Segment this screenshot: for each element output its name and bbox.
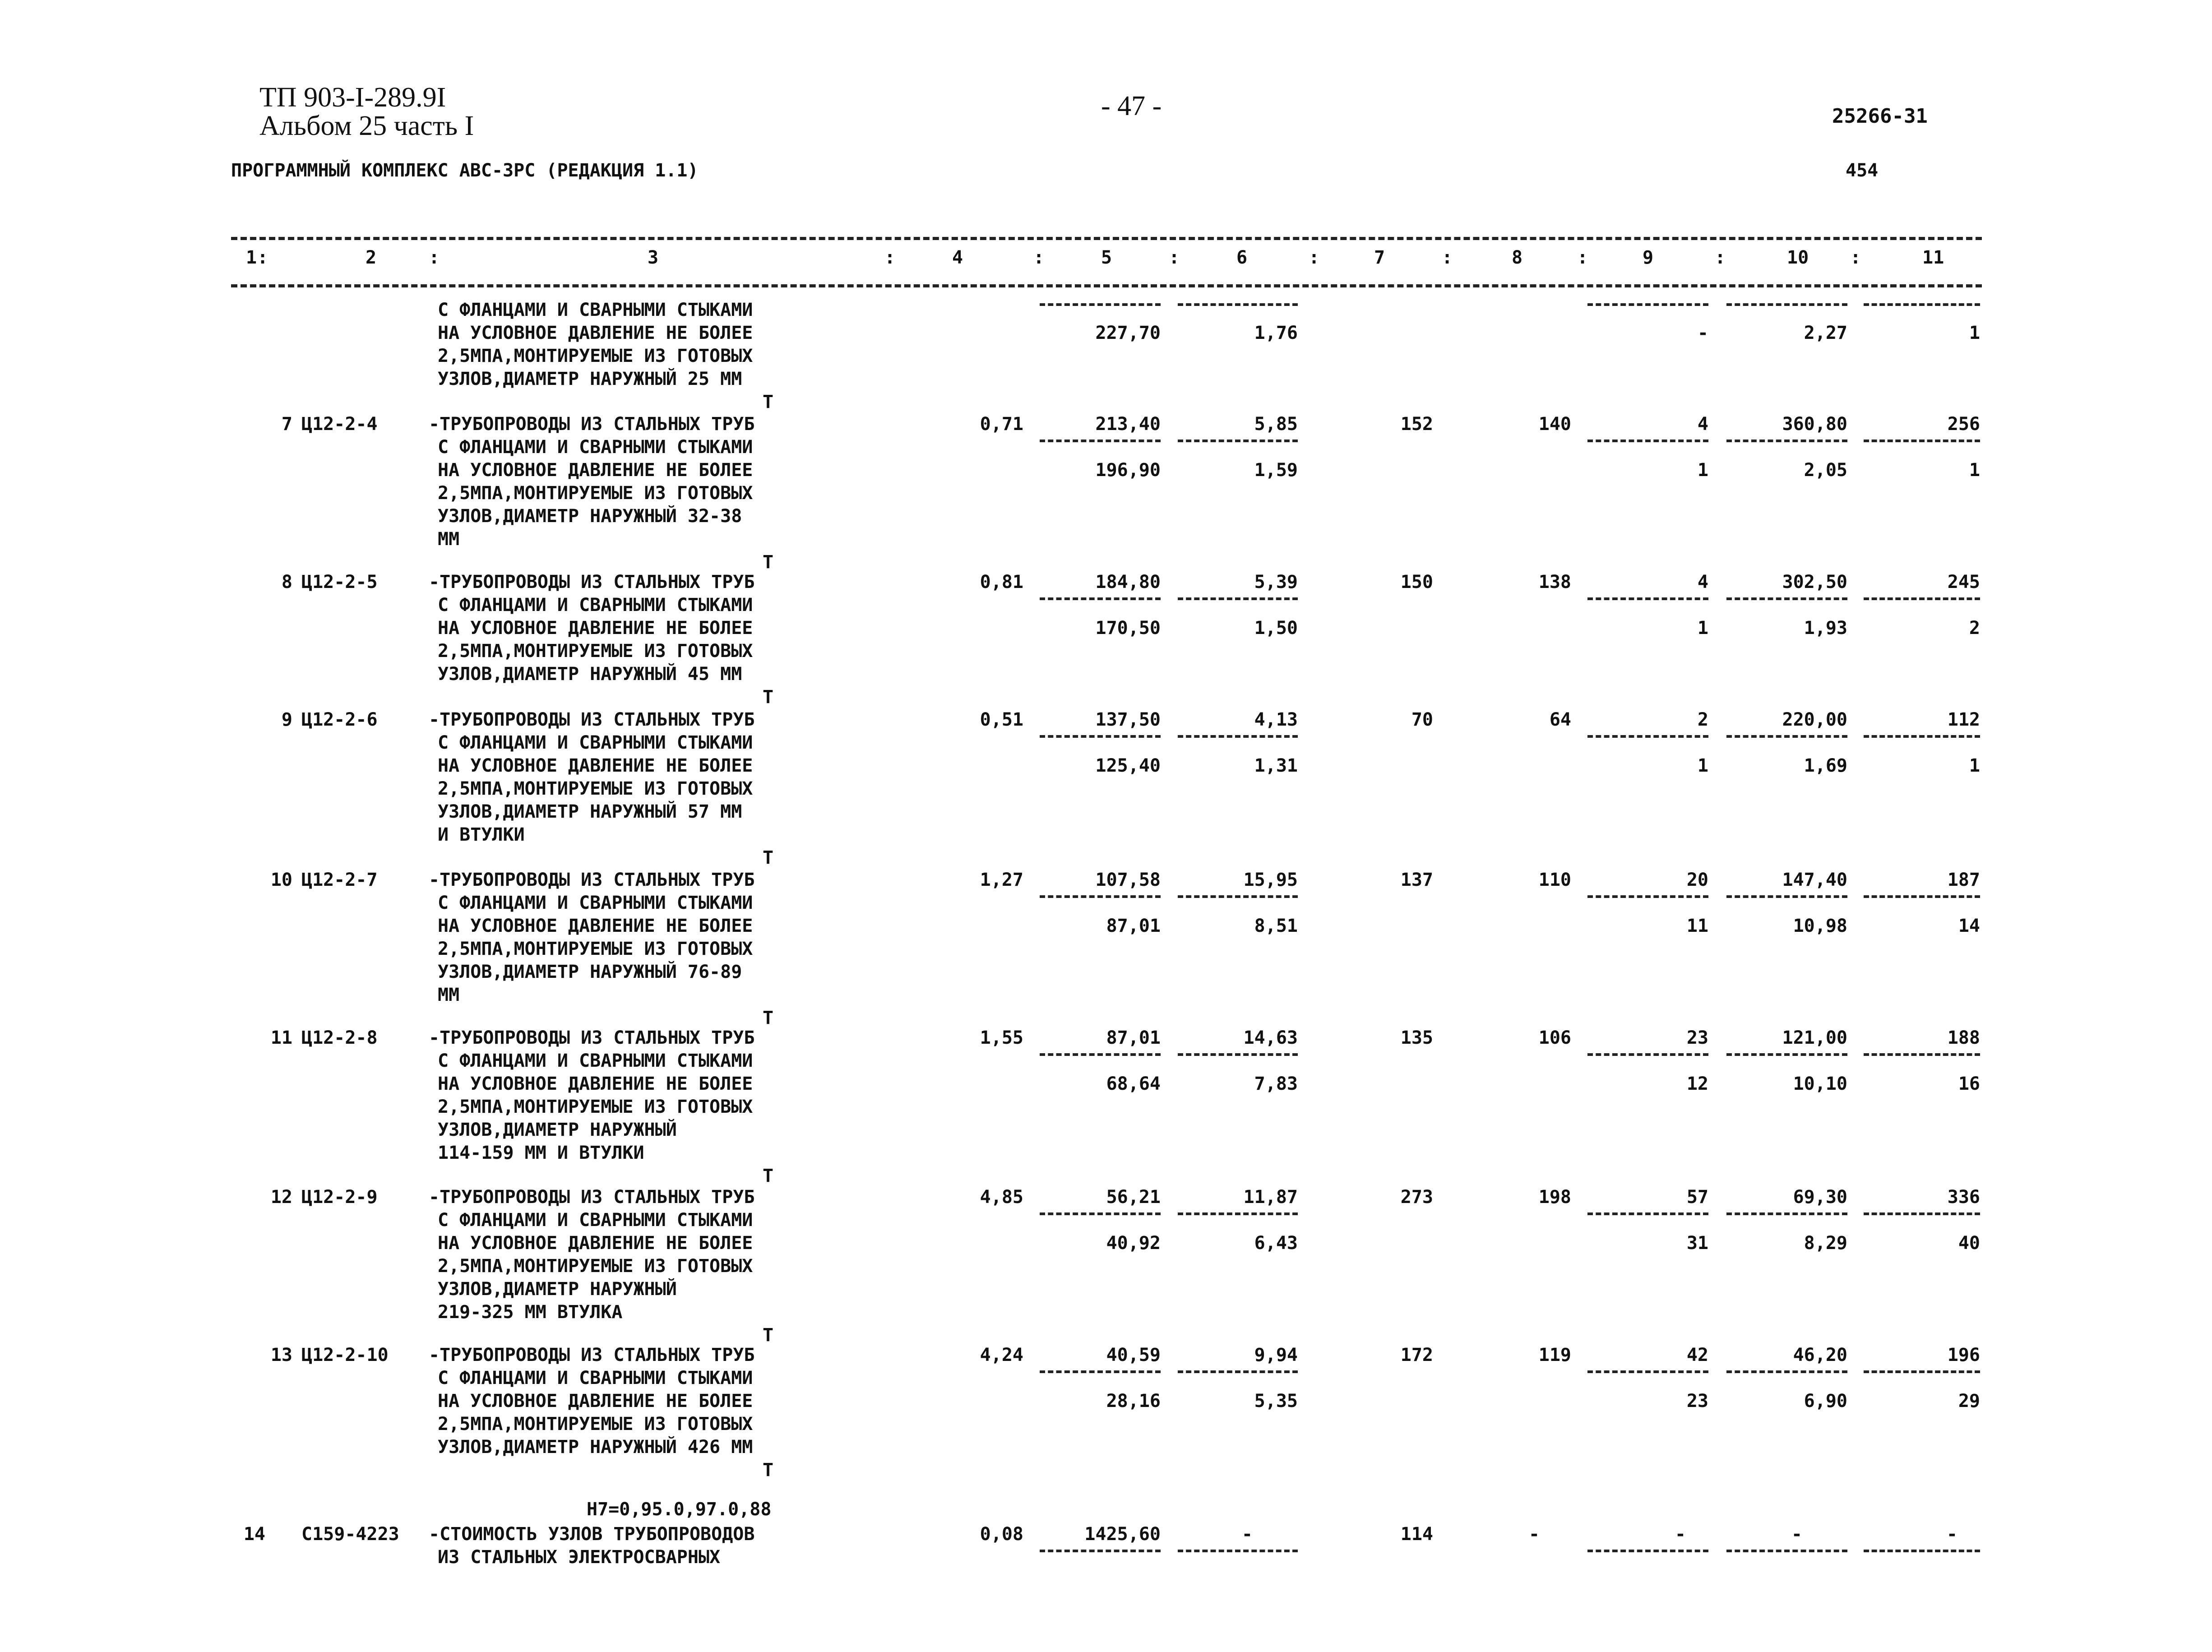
description-line: С ФЛАНЦАМИ И СВАРНЫМИ СТЫКАМИ <box>438 1050 753 1071</box>
cell-col8: 119 <box>1538 1345 1571 1365</box>
cell-col4: 0,51 <box>980 709 1023 730</box>
cell-col7: 152 <box>1400 414 1433 435</box>
cell-col5-lower: 87,01 <box>1106 916 1161 936</box>
description-line: -ТРУБОПРОВОДЫ ИЗ СТАЛЬНЫХ ТРУБ <box>429 572 755 592</box>
description-line: Т <box>763 1166 774 1186</box>
cell-col5: 87,01 <box>1106 1027 1161 1048</box>
cell-col5-lower: 196,90 <box>1095 460 1161 481</box>
cell-col9-lower: 12 <box>1686 1074 1708 1094</box>
cell-col6-lower: 1,50 <box>1254 618 1298 639</box>
description-line: УЗЛОВ,ДИАМЕТР НАРУЖНЫЙ 426 ММ <box>438 1437 753 1458</box>
description-line: НА УСЛОВНОЕ ДАВЛЕНИЕ НЕ БОЛЕЕ <box>438 916 753 936</box>
cell-col8: 198 <box>1538 1187 1571 1208</box>
rate-code: Ц12-2-7 <box>301 870 378 890</box>
cell-col9-lower: 1 <box>1697 618 1708 639</box>
cell-col11: 112 <box>1947 709 1980 730</box>
cell-col8: - <box>1528 1524 1540 1545</box>
column-separator: : <box>1715 247 1726 268</box>
value-divider <box>1864 1550 1980 1552</box>
description-line: УЗЛОВ,ДИАМЕТР НАРУЖНЫЙ 25 ММ <box>438 369 742 389</box>
value-divider <box>1726 1550 1847 1552</box>
value-divider <box>1040 440 1161 442</box>
cell-col11-lower: 16 <box>1958 1074 1980 1094</box>
cell-col9: 23 <box>1686 1027 1708 1048</box>
column-separator: : <box>1309 247 1320 268</box>
cell-col9-lower: - <box>1697 323 1708 343</box>
cell-col6: 9,94 <box>1254 1345 1298 1365</box>
cell-col5: 107,58 <box>1095 870 1161 890</box>
cell-col6: 4,13 <box>1254 709 1298 730</box>
description-line: -ТРУБОПРОВОДЫ ИЗ СТАЛЬНЫХ ТРУБ <box>429 870 755 890</box>
value-divider <box>1040 1550 1161 1552</box>
description-line: С ФЛАНЦАМИ И СВАРНЫМИ СТЫКАМИ <box>438 732 753 753</box>
description-line: УЗЛОВ,ДИАМЕТР НАРУЖНЫЙ 32-38 <box>438 506 742 527</box>
rate-code: Ц12-2-8 <box>301 1027 378 1048</box>
value-divider <box>1178 440 1298 442</box>
cell-col10: 121,00 <box>1782 1027 1847 1048</box>
description-line: НА УСЛОВНОЕ ДАВЛЕНИЕ НЕ БОЛЕЕ <box>438 1233 753 1254</box>
row-number: 14 <box>243 1524 265 1545</box>
description-line: 2,5МПА,МОНТИРУЕМЫЕ ИЗ ГОТОВЫХ <box>438 1097 753 1117</box>
cell-col4: 0,81 <box>980 572 1023 592</box>
column-number: 4 <box>952 247 963 268</box>
cell-col10-lower: 6,90 <box>1804 1391 1847 1411</box>
value-divider <box>1040 895 1161 898</box>
value-divider <box>1040 303 1161 306</box>
cell-col9: 57 <box>1686 1187 1708 1208</box>
row-number: 9 <box>281 709 292 730</box>
sheet-number: 454 <box>1846 160 1879 181</box>
row-number: 10 <box>270 870 292 890</box>
value-divider <box>1040 1053 1161 1056</box>
column-separator: : <box>1169 247 1180 268</box>
value-divider <box>1178 1550 1298 1552</box>
cell-col5-lower: 28,16 <box>1106 1391 1161 1411</box>
value-divider <box>1178 1053 1298 1056</box>
value-divider <box>1864 1212 1980 1215</box>
page-number: - 47 - <box>1101 91 1162 121</box>
value-divider <box>1864 303 1980 306</box>
description-line: НА УСЛОВНОЕ ДАВЛЕНИЕ НЕ БОЛЕЕ <box>438 1391 753 1411</box>
description-line: УЗЛОВ,ДИАМЕТР НАРУЖНЫЙ 45 ММ <box>438 664 742 685</box>
column-separator: : <box>429 247 440 268</box>
description-line: С ФЛАНЦАМИ И СВАРНЫМИ СТЫКАМИ <box>438 1210 753 1231</box>
cell-col11: 188 <box>1947 1027 1980 1048</box>
value-divider <box>1726 597 1847 600</box>
cell-col7: 273 <box>1400 1187 1433 1208</box>
cell-col6-lower: 1,76 <box>1254 323 1298 343</box>
header-bottom-rule <box>231 284 1982 287</box>
row-number: 12 <box>270 1187 292 1208</box>
description-line: УЗЛОВ,ДИАМЕТР НАРУЖНЫЙ 76-89 <box>438 962 742 982</box>
cell-col6-lower: 7,83 <box>1254 1074 1298 1094</box>
cell-col10-lower: 1,69 <box>1804 755 1847 776</box>
value-divider <box>1178 735 1298 738</box>
cell-col6: 14,63 <box>1243 1027 1298 1048</box>
cell-col6-lower: 8,51 <box>1254 916 1298 936</box>
cell-col11: 187 <box>1947 870 1980 890</box>
value-divider <box>1864 1053 1980 1056</box>
rate-code: Ц12-2-5 <box>301 572 378 592</box>
value-divider <box>1040 1212 1161 1215</box>
row-number: 11 <box>270 1027 292 1048</box>
cell-col7: 135 <box>1400 1027 1433 1048</box>
description-line: ММ <box>438 529 460 550</box>
cell-col5: 56,21 <box>1106 1187 1161 1208</box>
rate-code: Ц12-2-9 <box>301 1187 378 1208</box>
description-line: С ФЛАНЦАМИ И СВАРНЫМИ СТЫКАМИ <box>438 893 753 913</box>
cell-col8: 106 <box>1538 1027 1571 1048</box>
rate-code: Ц12-2-6 <box>301 709 378 730</box>
cell-col5-lower: 68,64 <box>1106 1074 1161 1094</box>
cell-col10: - <box>1791 1524 1802 1545</box>
row-number: 8 <box>281 572 292 592</box>
value-divider <box>1587 440 1708 442</box>
cell-col11-lower: 1 <box>1969 323 1980 343</box>
cell-col9-lower: 1 <box>1697 460 1708 481</box>
column-number-row <box>231 247 1982 274</box>
cell-col9-lower: 1 <box>1697 755 1708 776</box>
value-divider <box>1864 597 1980 600</box>
cell-col9: 4 <box>1697 414 1708 435</box>
description-line: Т <box>763 1460 774 1481</box>
cell-col4: 0,71 <box>980 414 1023 435</box>
cell-col11: 336 <box>1947 1187 1980 1208</box>
value-divider <box>1587 303 1708 306</box>
value-divider <box>1587 735 1708 738</box>
column-separator: : <box>1033 247 1045 268</box>
cell-col5-lower: 40,92 <box>1106 1233 1161 1254</box>
document-code: ТП 903-I-289.9I <box>259 82 446 113</box>
description-line: С ФЛАНЦАМИ И СВАРНЫМИ СТЫКАМИ <box>438 1368 753 1388</box>
value-divider <box>1178 1212 1298 1215</box>
cell-col5-lower: 170,50 <box>1095 618 1161 639</box>
cell-col8: 110 <box>1538 870 1571 890</box>
coefficient-note: Н7=0,95.0,97.0,88 <box>587 1499 772 1520</box>
rate-code: Ц12-2-10 <box>301 1345 389 1365</box>
value-divider <box>1587 1370 1708 1373</box>
cell-col4: 4,24 <box>980 1345 1023 1365</box>
cell-col5-lower: 227,70 <box>1095 323 1161 343</box>
description-line: 219-325 ММ ВТУЛКА <box>438 1302 623 1323</box>
cell-col5: 213,40 <box>1095 414 1161 435</box>
column-number: 2 <box>366 247 377 268</box>
description-line: Т <box>763 552 774 573</box>
cell-col8: 64 <box>1549 709 1571 730</box>
description-line: ИЗ СТАЛЬНЫХ ЭЛЕКТРОСВАРНЫХ <box>438 1547 721 1568</box>
value-divider <box>1040 735 1161 738</box>
header-top-rule <box>231 237 1982 240</box>
cell-col4: 1,55 <box>980 1027 1023 1048</box>
cell-col10: 360,80 <box>1782 414 1847 435</box>
description-line: 2,5МПА,МОНТИРУЕМЫЕ ИЗ ГОТОВЫХ <box>438 778 753 799</box>
cell-col11: 196 <box>1947 1345 1980 1365</box>
row-number: 7 <box>281 414 292 435</box>
cell-col5-lower: 125,40 <box>1095 755 1161 776</box>
value-divider <box>1864 735 1980 738</box>
description-line: НА УСЛОВНОЕ ДАВЛЕНИЕ НЕ БОЛЕЕ <box>438 323 753 343</box>
cell-col9-lower: 23 <box>1686 1391 1708 1411</box>
cell-col7: 114 <box>1400 1524 1433 1545</box>
cell-col4: 4,85 <box>980 1187 1023 1208</box>
cell-col10: 220,00 <box>1782 709 1847 730</box>
cell-col10-lower: 2,05 <box>1804 460 1847 481</box>
cell-col6: 11,87 <box>1243 1187 1298 1208</box>
description-line: С ФЛАНЦАМИ И СВАРНЫМИ СТЫКАМИ <box>438 595 753 615</box>
cell-col6: 5,85 <box>1254 414 1298 435</box>
value-divider <box>1178 597 1298 600</box>
cell-col4: 0,08 <box>980 1524 1023 1545</box>
description-line: -ТРУБОПРОВОДЫ ИЗ СТАЛЬНЫХ ТРУБ <box>429 414 755 435</box>
description-line: 2,5МПА,МОНТИРУЕМЫЕ ИЗ ГОТОВЫХ <box>438 1256 753 1277</box>
description-line: НА УСЛОВНОЕ ДАВЛЕНИЕ НЕ БОЛЕЕ <box>438 755 753 776</box>
value-divider <box>1864 1370 1980 1373</box>
cell-col10-lower: 10,98 <box>1793 916 1847 936</box>
cell-col10: 302,50 <box>1782 572 1847 592</box>
cell-col10: 147,40 <box>1782 870 1847 890</box>
cell-col9: 42 <box>1686 1345 1708 1365</box>
description-line: -ТРУБОПРОВОДЫ ИЗ СТАЛЬНЫХ ТРУБ <box>429 709 755 730</box>
value-divider <box>1040 1370 1161 1373</box>
cell-col10-lower: 2,27 <box>1804 323 1847 343</box>
column-number: 9 <box>1643 247 1654 268</box>
column-number: 8 <box>1512 247 1523 268</box>
value-divider <box>1726 1370 1847 1373</box>
program-title: ПРОГРАММНЫЙ КОМПЛЕКС АВС-3РС (РЕДАКЦИЯ 1.1) <box>231 160 699 181</box>
cell-col11-lower: 40 <box>1958 1233 1980 1254</box>
cell-col10-lower: 10,10 <box>1793 1074 1847 1094</box>
cell-col7: 70 <box>1411 709 1433 730</box>
cell-col5: 137,50 <box>1095 709 1161 730</box>
value-divider <box>1040 597 1161 600</box>
cell-col10: 69,30 <box>1793 1187 1847 1208</box>
column-number: 5 <box>1101 247 1112 268</box>
value-divider <box>1587 1212 1708 1215</box>
cell-col9: 2 <box>1697 709 1708 730</box>
value-divider <box>1178 895 1298 898</box>
description-line: 2,5МПА,МОНТИРУЕМЫЕ ИЗ ГОТОВЫХ <box>438 939 753 959</box>
cell-col6-lower: 6,43 <box>1254 1233 1298 1254</box>
description-line: УЗЛОВ,ДИАМЕТР НАРУЖНЫЙ <box>438 1120 677 1140</box>
cell-col11: - <box>1946 1524 1957 1545</box>
cell-col9-lower: 11 <box>1686 916 1708 936</box>
description-line: Т <box>763 1325 774 1346</box>
cell-col11-lower: 1 <box>1969 755 1980 776</box>
stamp-number: 25266-31 <box>1832 105 1928 128</box>
cell-col9: 4 <box>1697 572 1708 592</box>
description-line: Т <box>763 687 774 708</box>
cell-col5: 184,80 <box>1095 572 1161 592</box>
value-divider <box>1726 895 1847 898</box>
description-line: С ФЛАНЦАМИ И СВАРНЫМИ СТЫКАМИ <box>438 437 753 458</box>
column-number: 3 <box>648 247 659 268</box>
description-line: 2,5МПА,МОНТИРУЕМЫЕ ИЗ ГОТОВЫХ <box>438 483 753 504</box>
rate-code: С159-4223 <box>301 1524 399 1545</box>
description-line: 2,5МПА,МОНТИРУЕМЫЕ ИЗ ГОТОВЫХ <box>438 346 753 366</box>
cell-col10: 46,20 <box>1793 1345 1847 1365</box>
cell-col6-lower: 1,59 <box>1254 460 1298 481</box>
description-line: 2,5МПА,МОНТИРУЕМЫЕ ИЗ ГОТОВЫХ <box>438 1414 753 1435</box>
description-line: ММ <box>438 985 460 1005</box>
value-divider <box>1726 1212 1847 1215</box>
description-line: 2,5МПА,МОНТИРУЕМЫЕ ИЗ ГОТОВЫХ <box>438 641 753 662</box>
column-separator: : <box>1442 247 1453 268</box>
description-line: 114-159 ММ И ВТУЛКИ <box>438 1143 644 1163</box>
cell-col6: 15,95 <box>1243 870 1298 890</box>
column-separator: : <box>884 247 896 268</box>
cell-col11: 256 <box>1947 414 1980 435</box>
value-divider <box>1587 1550 1708 1552</box>
cell-col11-lower: 1 <box>1969 460 1980 481</box>
cell-col9: - <box>1675 1524 1686 1545</box>
cell-col6: 5,39 <box>1254 572 1298 592</box>
column-number: 7 <box>1374 247 1385 268</box>
description-line: Т <box>763 392 774 412</box>
cell-col11-lower: 14 <box>1958 916 1980 936</box>
description-line: УЗЛОВ,ДИАМЕТР НАРУЖНЫЙ 57 ММ <box>438 801 742 822</box>
description-line: -ТРУБОПРОВОДЫ ИЗ СТАЛЬНЫХ ТРУБ <box>429 1027 755 1048</box>
cell-col11-lower: 29 <box>1958 1391 1980 1411</box>
description-line: УЗЛОВ,ДИАМЕТР НАРУЖНЫЙ <box>438 1279 677 1300</box>
column-number: 6 <box>1236 247 1248 268</box>
value-divider <box>1178 1370 1298 1373</box>
cell-col11-lower: 2 <box>1969 618 1980 639</box>
cell-col7: 137 <box>1400 870 1433 890</box>
cell-col8: 140 <box>1538 414 1571 435</box>
column-number: 11 <box>1922 247 1944 268</box>
column-separator: : <box>1577 247 1588 268</box>
rate-code: Ц12-2-4 <box>301 414 378 435</box>
cell-col6-lower: 1,31 <box>1254 755 1298 776</box>
cell-col11: 245 <box>1947 572 1980 592</box>
cell-col4: 1,27 <box>980 870 1023 890</box>
description-line: С ФЛАНЦАМИ И СВАРНЫМИ СТЫКАМИ <box>438 300 753 320</box>
value-divider <box>1726 303 1847 306</box>
value-divider <box>1178 303 1298 306</box>
cell-col6-lower: 5,35 <box>1254 1391 1298 1411</box>
cell-col7: 172 <box>1400 1345 1433 1365</box>
value-divider <box>1587 1053 1708 1056</box>
description-line: Т <box>763 1008 774 1028</box>
description-line: Т <box>763 847 774 868</box>
column-separator: : <box>257 247 268 268</box>
description-line: -ТРУБОПРОВОДЫ ИЗ СТАЛЬНЫХ ТРУБ <box>429 1187 755 1208</box>
row-number: 13 <box>270 1345 292 1365</box>
cell-col10-lower: 8,29 <box>1804 1233 1847 1254</box>
description-line: НА УСЛОВНОЕ ДАВЛЕНИЕ НЕ БОЛЕЕ <box>438 460 753 481</box>
album-label: Альбом 25 часть I <box>259 111 474 141</box>
value-divider <box>1726 440 1847 442</box>
value-divider <box>1587 597 1708 600</box>
cell-col5: 40,59 <box>1106 1345 1161 1365</box>
cell-col6: - <box>1241 1524 1253 1545</box>
value-divider <box>1864 440 1980 442</box>
cell-col9: 20 <box>1686 870 1708 890</box>
description-line: НА УСЛОВНОЕ ДАВЛЕНИЕ НЕ БОЛЕЕ <box>438 1074 753 1094</box>
value-divider <box>1587 895 1708 898</box>
column-number: 1 <box>246 247 257 268</box>
cell-col8: 138 <box>1538 572 1571 592</box>
value-divider <box>1864 895 1980 898</box>
value-divider <box>1726 735 1847 738</box>
cell-col7: 150 <box>1400 572 1433 592</box>
value-divider <box>1726 1053 1847 1056</box>
cell-col5: 1425,60 <box>1084 1524 1161 1545</box>
description-line: НА УСЛОВНОЕ ДАВЛЕНИЕ НЕ БОЛЕЕ <box>438 618 753 639</box>
cell-col10-lower: 1,93 <box>1804 618 1847 639</box>
description-line: -СТОИМОСТЬ УЗЛОВ ТРУБОПРОВОДОВ <box>429 1524 755 1545</box>
column-number: 10 <box>1787 247 1809 268</box>
cell-col9-lower: 31 <box>1686 1233 1708 1254</box>
description-line: -ТРУБОПРОВОДЫ ИЗ СТАЛЬНЫХ ТРУБ <box>429 1345 755 1365</box>
description-line: И ВТУЛКИ <box>438 824 525 845</box>
column-separator: : <box>1850 247 1861 268</box>
